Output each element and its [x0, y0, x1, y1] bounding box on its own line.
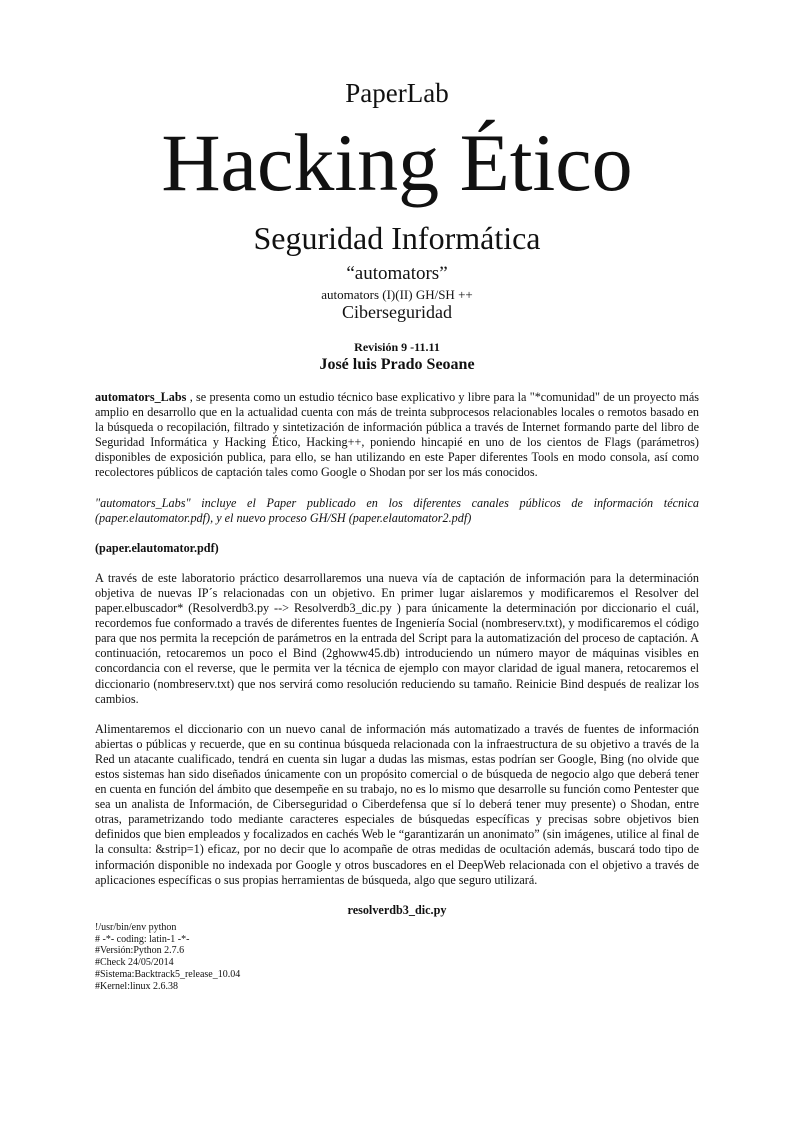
italic-note: "automators_Labs" incluye el Paper publicado en los diferentes canales públicos de información técnica (paper.elautomator.pdf), y el nuevo proceso GH/SH (paper.elautomator2.pdf)	[95, 495, 699, 525]
intro-lead: automators_Labs	[95, 390, 187, 404]
paragraph-1: A través de este laboratorio práctico desarrollaremos una nueva vía de captación de información para la determinación objetiva de nuevas IP´s relacionadas con un objetivo. En primer lugar aislaremos y modificaremos el Resolver del paper.elbuscador* (Resolverdb3.py --> Resolverdb3_dic.py ) para únicamente la determinación por diccionario el cuál, recordemos fue conformado a través de diferentes fuentes de Ingeniería Social (nombreserv.txt), y modificaremos el código para que nos permita la recepción de parámetros en la entrada del Script para la automatización del proceso de captación. A continuación, retocaremos un poco el Bind (2ghoww45.db) introduciendo un número mayor de máquinas visibles en concordancia con el reverse, que le permita ver la técnica de ejemplo con mayor claridad de igual manera, retocaremos el diccionario (nombreserv.txt) que nos servirá como resolución reduciendo su tamaño. Reinicie Bind después de realizar los cambios.	[95, 570, 699, 706]
code-line: # -*- coding: latin-1 -*-	[95, 933, 190, 945]
topic-line: Ciberseguridad	[342, 302, 452, 322]
author-name: José luis Prado Seoane	[319, 356, 475, 373]
intro-text: , se presenta como un estudio técnico base explicativo y libre para la "*comunidad" de un proyecto más amplio en desarrollo que en la actualidad cuenta con más de treinta subprocesos relacionables locales o remotos basado en la búsqueda o recopilación, filtrado y sintetización de información pública a través de Internet formando parte del libro de Seguridad Informática y Hacking Ético, Hacking++, poniendo hincapié en uno de los cientos de Flags (parámetros) disponibles de exposición publica, para ello, se han utilizando en este Paper diferentes Tools en modo consola, así como recolectores públicos de captación tales como Google o Shodan por ser los más conocidos.	[95, 390, 699, 480]
series-version: automators (I)(II) GH/SH ++	[321, 287, 473, 302]
code-line: !/usr/bin/env python	[95, 921, 177, 933]
paper-body	[95, 390, 699, 993]
code-title: resolverdb3_dic.py	[347, 902, 447, 917]
paper-subtitle: Seguridad Informática	[253, 220, 541, 256]
code-line: #Versión:Python 2.7.6	[95, 945, 185, 957]
code-line: #Kernel:linux 2.6.38	[95, 980, 179, 992]
series-quote: “automators”	[346, 263, 448, 284]
paper-title: Hacking Ético	[161, 117, 633, 208]
code-block	[95, 922, 699, 993]
lab-name: PaperLab	[345, 78, 449, 108]
section-title: (paper.elautomator.pdf)	[95, 540, 219, 555]
paragraph-2: Alimentaremos el diccionario con un nuevo canal de información más automatizado a través de fuentes de información abiertas o públicas y recuerde, que en su continua búsqueda relacionada con la infraestructura de su objetivo a través de la Red un atacante cualificado, tendrá en cuenta sin lugar a dudas las mismas, estas podrían ser Google, Bing (no olvide que estos sistemas han sido diseñados únicamente con un propósito comercial o de búsqueda de negocio algo que deberá tener en cuenta en función del ámbito que desempeñe en su trabajo, no es lo mismo que desarrolle su función como Pentester que sea un analista de Información, de Ciberseguridad o Ciberdefensa que sí lo deberá tener muy presente) o Shodan, entre otras, parametrizando todo mediante caracteres especiales de búsquedas específicas y precisas sobre objetivos bien definidos que bien empleados y focalizados en cachés Web le “garantizarán un anonimato” (sin imágenes, utilice al final de la consulta: &strip=1) eficaz, por no decir que lo acompañe de otras medidas de ocultación además, buscará todo tipo de información disponible no indexada por Google y otros buscadores en el DeepWeb relacionada con el objetivo a través de aplicaciones específicas o sus propias herramientas de búsqueda, algo que seguro utilizará.	[95, 721, 699, 887]
intro-paragraph	[95, 390, 699, 481]
revision-line: Revisión 9 -11.11	[354, 340, 440, 354]
code-line: #Sistema:Backtrack5_release_10.04	[95, 969, 241, 980]
code-line: #Check 24/05/2014	[95, 957, 174, 969]
